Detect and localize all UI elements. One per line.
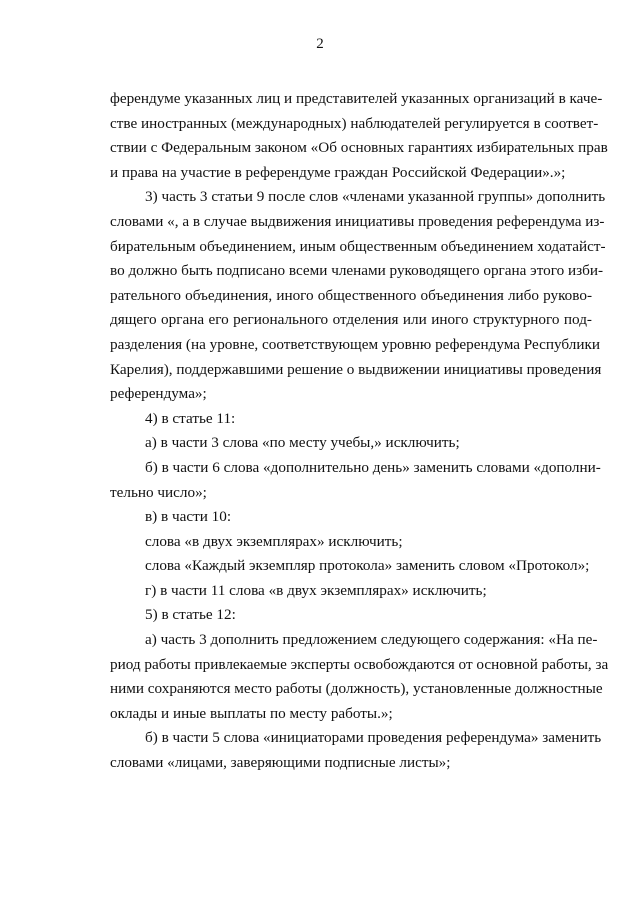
- text-line: референдума»;: [110, 385, 207, 403]
- text-line: разделения (на уровне, соответствующем уровню референдума Республики: [110, 335, 600, 353]
- text-line: слова «Каждый экземпляр протокола» заменить словом «Протокол»;: [145, 557, 590, 575]
- text-line: рательного объединения, иного общественного объединения либо руково-: [110, 286, 592, 304]
- text-line: Карелия), поддержавшими решение о выдвижении инициативы проведения: [110, 360, 602, 378]
- text-line: 5) в статье 12:: [145, 606, 236, 624]
- text-line: словами «лицами, заверяющими подписные листы»;: [110, 754, 451, 772]
- text-line: а) часть 3 дополнить предложением следующего содержания: «На пе-: [145, 631, 598, 649]
- text-line: ствии с Федеральным законом «Об основных гарантиях избирательных прав: [110, 139, 608, 157]
- text-line: 3) часть 3 статьи 9 после слов «членами указанной группы» дополнить: [145, 188, 606, 206]
- text-line: оклады и иные выплаты по месту работы.»;: [110, 704, 393, 722]
- document-body: [110, 87, 609, 776]
- page-number: 2: [316, 36, 324, 52]
- text-line: 4) в статье 11:: [145, 409, 236, 427]
- text-line: дящего органа его регионального отделения или иного структурного под-: [110, 311, 592, 329]
- text-line: слова «в двух экземплярах» исключить;: [145, 532, 403, 550]
- text-line: ними сохраняются место работы (должность), установленные должностные: [110, 680, 603, 698]
- text-line: б) в части 5 слова «инициаторами проведения референдума» заменить: [145, 729, 602, 747]
- text-line: стве иностранных (международных) наблюдателей регулируется в соответ-: [110, 114, 599, 132]
- text-line: тельно число»;: [110, 483, 207, 501]
- text-line: а) в части 3 слова «по месту учебы,» исключить;: [145, 434, 460, 452]
- text-line: бирательным объединением, иным общественным объединением ходатайст-: [110, 237, 606, 255]
- text-line: в) в части 10:: [145, 508, 232, 526]
- text-line: и права на участие в референдуме граждан Российской Федерации».»;: [110, 163, 566, 181]
- text-line: ферендуме указанных лиц и представителей указанных организаций в каче-: [110, 90, 603, 107]
- text-line: г) в части 11 слова «в двух экземплярах» исключить;: [145, 581, 487, 599]
- text-line: б) в части 6 слова «дополнительно день» заменить словами «дополни-: [145, 458, 601, 476]
- text-line: словами «, а в случае выдвижения инициативы проведения референдума из-: [110, 212, 605, 230]
- text-line: риод работы привлекаемые эксперты освобождаются от основной работы, за: [110, 655, 609, 673]
- text-line: во должно быть подписано всеми членами руководящего органа этого изби-: [110, 262, 604, 280]
